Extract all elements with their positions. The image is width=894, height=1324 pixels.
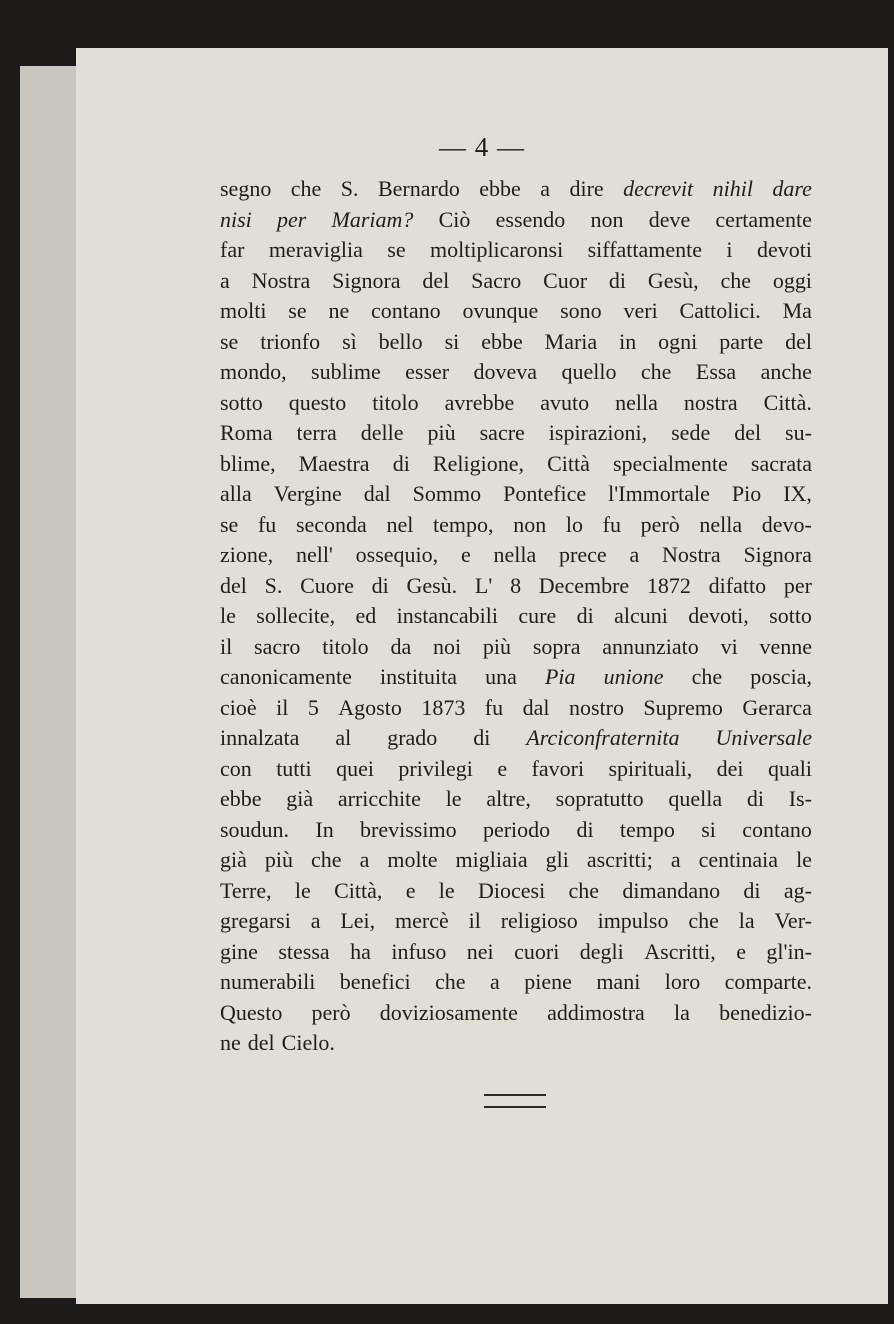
word: ne bbox=[328, 298, 350, 323]
word: se bbox=[220, 511, 239, 537]
word: 1873 bbox=[421, 694, 466, 720]
word: segno bbox=[220, 176, 272, 201]
word: su- bbox=[785, 420, 812, 445]
word: più bbox=[482, 633, 512, 659]
word: a bbox=[490, 969, 500, 994]
word: quali bbox=[767, 755, 812, 781]
word: la bbox=[674, 999, 690, 1025]
word: Roma bbox=[220, 420, 273, 445]
word: certamente bbox=[715, 206, 812, 232]
word: sono bbox=[560, 298, 602, 323]
word: nella bbox=[493, 542, 537, 567]
text-line bbox=[220, 357, 812, 388]
word: sede bbox=[671, 420, 711, 445]
word: mondo, bbox=[220, 359, 287, 384]
word: che bbox=[290, 176, 322, 201]
word: Agosto bbox=[338, 694, 402, 720]
word: essendo bbox=[495, 206, 566, 232]
word: di bbox=[743, 877, 761, 903]
word: la bbox=[738, 908, 755, 933]
word: soudun. bbox=[220, 816, 290, 842]
word: le bbox=[220, 603, 236, 628]
word: instituita bbox=[380, 664, 458, 689]
word: poscia, bbox=[750, 664, 812, 689]
text-line bbox=[220, 449, 812, 480]
text-line bbox=[220, 510, 812, 541]
word: ne bbox=[220, 1030, 241, 1055]
word: del bbox=[734, 420, 762, 445]
word: dire bbox=[569, 176, 604, 201]
word: Nostra bbox=[251, 267, 311, 293]
word: l'Immortale bbox=[608, 481, 710, 506]
word: le bbox=[438, 877, 455, 903]
word: brevissimo bbox=[360, 816, 457, 842]
word: se bbox=[220, 328, 239, 354]
word: però bbox=[640, 511, 680, 537]
word: del bbox=[785, 328, 812, 354]
word: Pio bbox=[731, 481, 762, 506]
text-line bbox=[220, 845, 812, 876]
word: per bbox=[783, 572, 812, 598]
word: al bbox=[335, 725, 352, 750]
word: sacre bbox=[479, 420, 525, 445]
word: tempo bbox=[619, 816, 675, 842]
word: sotto bbox=[769, 603, 812, 628]
word: religioso bbox=[500, 908, 578, 933]
word: che bbox=[311, 847, 342, 872]
word: per bbox=[277, 206, 307, 232]
word: ebbe bbox=[481, 328, 523, 354]
word: periodo bbox=[482, 816, 551, 842]
word: di bbox=[746, 786, 764, 811]
word: siffattamente bbox=[587, 237, 703, 262]
word: innalzata bbox=[220, 725, 300, 750]
word: a bbox=[670, 847, 681, 872]
text-line bbox=[220, 754, 812, 785]
word: specialmente bbox=[612, 450, 728, 476]
word: Vergine bbox=[273, 481, 342, 506]
text-line bbox=[220, 571, 812, 602]
word: fu bbox=[257, 511, 277, 537]
word: Signora bbox=[332, 267, 401, 293]
text-line bbox=[220, 662, 812, 693]
word: Città, bbox=[334, 877, 383, 903]
word: quei bbox=[336, 755, 374, 781]
word: Gesù. bbox=[406, 572, 458, 598]
word: esser bbox=[405, 359, 450, 384]
word: il bbox=[468, 908, 481, 933]
word: Universale bbox=[715, 725, 812, 750]
word: una bbox=[485, 664, 517, 689]
text-line bbox=[220, 174, 812, 205]
word: tempo, bbox=[433, 511, 494, 537]
word: dal bbox=[522, 694, 550, 720]
word: le bbox=[796, 847, 812, 872]
word: favori bbox=[531, 755, 585, 781]
word: doviziosamente bbox=[379, 999, 518, 1025]
word: alcuni bbox=[614, 603, 668, 628]
word: che bbox=[435, 969, 466, 994]
word: annunziato bbox=[602, 633, 699, 659]
word: fu bbox=[602, 511, 621, 537]
word: contano bbox=[371, 298, 441, 323]
word: devo- bbox=[761, 511, 812, 537]
word: Ver- bbox=[774, 908, 812, 933]
word: In bbox=[315, 816, 334, 842]
word: infuso bbox=[391, 938, 447, 964]
word: Signora bbox=[743, 542, 812, 567]
text-line bbox=[220, 479, 812, 510]
word: sì bbox=[342, 328, 357, 354]
word: terra bbox=[296, 420, 337, 445]
word: di bbox=[392, 450, 410, 476]
word: le bbox=[294, 877, 311, 903]
word: lo bbox=[565, 511, 583, 537]
word: e bbox=[460, 542, 471, 567]
word: a bbox=[220, 267, 230, 293]
word: il bbox=[276, 694, 289, 720]
word: Sacro bbox=[471, 267, 522, 293]
word: a bbox=[629, 542, 640, 567]
word: Nostra bbox=[662, 542, 721, 567]
word: seconda bbox=[295, 511, 367, 537]
word: numerabili bbox=[220, 969, 316, 994]
word: migliaia bbox=[455, 847, 528, 872]
word: canonicamente bbox=[220, 664, 352, 689]
word: unione bbox=[603, 664, 664, 689]
text-line bbox=[220, 540, 812, 571]
book-page bbox=[76, 48, 888, 1304]
word: Ma bbox=[782, 298, 812, 323]
word: sollecite, bbox=[256, 603, 336, 628]
word: nella bbox=[699, 511, 743, 537]
word: ebbe bbox=[220, 786, 262, 811]
word: mercè bbox=[395, 908, 449, 933]
word: nella bbox=[615, 389, 658, 415]
word: Terre, bbox=[220, 877, 272, 903]
word: i bbox=[726, 237, 733, 262]
word: molte bbox=[387, 847, 438, 872]
word: Pontefice bbox=[503, 481, 587, 506]
word: non bbox=[590, 206, 624, 232]
word: molti bbox=[220, 298, 267, 323]
word: arricchite bbox=[337, 786, 421, 811]
word: più bbox=[264, 847, 294, 872]
word: le bbox=[445, 786, 462, 811]
word: ebbe bbox=[479, 176, 521, 201]
word: sacro bbox=[254, 633, 301, 659]
word: avuto bbox=[540, 389, 590, 415]
word: Diocesi bbox=[477, 877, 546, 903]
word: Cattolici. bbox=[679, 298, 761, 323]
word: del bbox=[220, 572, 247, 598]
word: altre, bbox=[486, 786, 531, 811]
word: Maestra bbox=[298, 450, 370, 476]
word: di bbox=[576, 816, 594, 842]
word: prece bbox=[559, 542, 607, 567]
word: sotto bbox=[220, 389, 263, 415]
word: bello bbox=[378, 328, 423, 354]
text-line bbox=[220, 601, 812, 632]
word: nihil bbox=[712, 176, 753, 201]
word: Gerarca bbox=[742, 694, 812, 720]
word: non bbox=[513, 511, 547, 537]
word: ogni bbox=[658, 328, 698, 354]
word: Bernardo bbox=[377, 176, 460, 201]
text-line bbox=[220, 906, 812, 937]
text-line bbox=[220, 723, 812, 754]
word: 8 bbox=[510, 572, 522, 598]
word: di bbox=[576, 603, 594, 628]
word: Supremo bbox=[643, 694, 723, 720]
word: che bbox=[568, 877, 600, 903]
word: ossequio, bbox=[355, 542, 439, 567]
word: Essa bbox=[695, 359, 737, 384]
text-line bbox=[220, 296, 812, 327]
word: dal bbox=[363, 481, 391, 506]
word: che bbox=[691, 664, 723, 689]
word: che bbox=[720, 267, 751, 293]
word: più bbox=[427, 420, 456, 445]
text-line bbox=[220, 327, 812, 358]
word: instancabili bbox=[396, 603, 499, 628]
word: noi bbox=[433, 633, 462, 659]
word: quella bbox=[668, 786, 723, 811]
word: ovunque bbox=[462, 298, 539, 323]
word: se bbox=[387, 237, 406, 262]
word: cure bbox=[518, 603, 557, 628]
word: Cielo. bbox=[281, 1030, 335, 1055]
word: addimostra bbox=[547, 999, 645, 1025]
word: fu bbox=[484, 694, 504, 720]
text-line bbox=[220, 784, 812, 815]
word: impulso bbox=[597, 908, 669, 933]
word: di bbox=[371, 572, 389, 598]
word: del bbox=[247, 1030, 275, 1055]
word: centinaia bbox=[698, 847, 779, 872]
word: IX, bbox=[783, 481, 812, 506]
text-line bbox=[220, 998, 812, 1029]
word: che bbox=[640, 359, 672, 384]
word: Is- bbox=[788, 786, 812, 811]
word: Città. bbox=[763, 389, 812, 415]
word: benedizio- bbox=[719, 999, 812, 1025]
word: L' bbox=[474, 572, 493, 598]
word: difatto bbox=[708, 572, 767, 598]
word: benefici bbox=[339, 969, 411, 994]
word: oggi bbox=[772, 267, 812, 293]
word: S. bbox=[264, 572, 283, 598]
word: gregarsi bbox=[220, 908, 291, 933]
word: quello bbox=[561, 359, 617, 384]
word: anche bbox=[760, 359, 812, 384]
word: delle bbox=[360, 420, 404, 445]
word: moltiplicaronsi bbox=[430, 237, 564, 262]
word: nostro bbox=[568, 694, 624, 720]
word: cioè bbox=[220, 694, 257, 720]
word: si bbox=[701, 816, 716, 842]
text-line bbox=[220, 632, 812, 663]
text-line bbox=[220, 235, 812, 266]
word: Maria bbox=[544, 328, 598, 354]
word: Decembre bbox=[538, 572, 630, 598]
section-end-rule bbox=[484, 1094, 546, 1108]
word: si bbox=[444, 328, 460, 354]
word: Arciconfraternita bbox=[526, 725, 680, 750]
word: doveva bbox=[473, 359, 538, 384]
word: Gesù, bbox=[647, 267, 699, 293]
word: gl'in- bbox=[766, 938, 812, 964]
word: a bbox=[540, 176, 551, 201]
word: a bbox=[359, 847, 370, 872]
word: devoti, bbox=[688, 603, 749, 628]
text-line bbox=[220, 876, 812, 907]
word: Cuor bbox=[543, 267, 588, 293]
word: ascritti; bbox=[586, 847, 653, 872]
word: nell' bbox=[295, 542, 333, 567]
word: venne bbox=[759, 633, 812, 659]
word: avrebbe bbox=[444, 389, 515, 415]
word: di bbox=[608, 267, 627, 293]
word: e bbox=[405, 877, 416, 903]
text-line bbox=[220, 266, 812, 297]
word: alla bbox=[220, 481, 252, 506]
word: gine bbox=[220, 938, 258, 964]
word: nei bbox=[466, 938, 494, 964]
word: nisi bbox=[220, 206, 252, 232]
word: blime, bbox=[220, 450, 276, 476]
word: già bbox=[286, 786, 314, 811]
word: sopra bbox=[532, 633, 581, 659]
word: però bbox=[311, 999, 351, 1025]
word: stessa bbox=[278, 938, 330, 964]
word: dare bbox=[772, 176, 812, 201]
word: in bbox=[619, 328, 637, 354]
word: gli bbox=[545, 847, 569, 872]
word: Sommo bbox=[412, 481, 482, 506]
body-text bbox=[220, 174, 812, 1059]
word: titolo bbox=[322, 633, 369, 659]
word: questo bbox=[288, 389, 347, 415]
text-line bbox=[220, 937, 812, 968]
word: comparte. bbox=[724, 969, 812, 994]
word: meraviglia bbox=[268, 237, 363, 262]
page-number: — 4 — bbox=[439, 132, 525, 162]
word: Lei, bbox=[340, 908, 376, 933]
word: ag- bbox=[783, 877, 812, 903]
word: con bbox=[220, 755, 252, 781]
word: veri bbox=[623, 298, 658, 323]
word: ha bbox=[350, 938, 371, 964]
word: spirituali, bbox=[608, 755, 693, 781]
word: Ascritti, bbox=[644, 938, 716, 964]
word: trionfo bbox=[260, 328, 321, 354]
word: tutti bbox=[276, 755, 312, 781]
text-line bbox=[220, 967, 812, 998]
text-line bbox=[220, 693, 812, 724]
word: degli bbox=[579, 938, 624, 964]
word: sacrata bbox=[750, 450, 812, 476]
word: grado bbox=[387, 725, 438, 750]
word: di bbox=[473, 725, 491, 750]
word: devoti bbox=[756, 237, 812, 262]
word: già bbox=[220, 847, 247, 872]
word: Questo bbox=[220, 999, 283, 1025]
word: Cuore bbox=[300, 572, 354, 598]
word: far bbox=[220, 237, 245, 262]
text-line bbox=[220, 418, 812, 449]
word: il bbox=[220, 633, 233, 659]
text-line bbox=[220, 205, 812, 236]
word: contano bbox=[742, 816, 812, 842]
text-line bbox=[220, 1028, 812, 1059]
word: S. bbox=[340, 176, 359, 201]
word: Città bbox=[547, 450, 590, 476]
word: se bbox=[288, 298, 307, 323]
text-line bbox=[220, 815, 812, 846]
word: Mariam? bbox=[331, 206, 414, 232]
word: piene bbox=[524, 969, 572, 994]
word: Religione, bbox=[432, 450, 524, 476]
word: e bbox=[497, 755, 508, 781]
word: Pia bbox=[544, 664, 576, 689]
word: deve bbox=[648, 206, 691, 232]
word: dimandano bbox=[622, 877, 721, 903]
word: ispirazioni, bbox=[548, 420, 648, 445]
word: del bbox=[422, 267, 450, 293]
word: ed bbox=[355, 603, 377, 628]
word: da bbox=[390, 633, 412, 659]
word: titolo bbox=[372, 389, 419, 415]
word: nostra bbox=[683, 389, 738, 415]
word: nel bbox=[386, 511, 414, 537]
word: sopratutto bbox=[555, 786, 644, 811]
word: cuori bbox=[514, 938, 560, 964]
word: privilegi bbox=[398, 755, 473, 781]
word: dei bbox=[716, 755, 744, 781]
word: zione, bbox=[220, 542, 274, 567]
word: parte bbox=[719, 328, 764, 354]
word: 1872 bbox=[646, 572, 691, 598]
word: loro bbox=[664, 969, 701, 994]
word: e bbox=[736, 938, 746, 964]
word: decrevit bbox=[623, 176, 694, 201]
word: mani bbox=[596, 969, 641, 994]
word: sublime bbox=[311, 359, 381, 384]
word: che bbox=[688, 908, 719, 933]
word: vi bbox=[720, 633, 738, 659]
text-line bbox=[220, 388, 812, 419]
word: Ciò bbox=[438, 206, 471, 232]
word: 5 bbox=[307, 694, 319, 720]
word: a bbox=[310, 908, 321, 933]
